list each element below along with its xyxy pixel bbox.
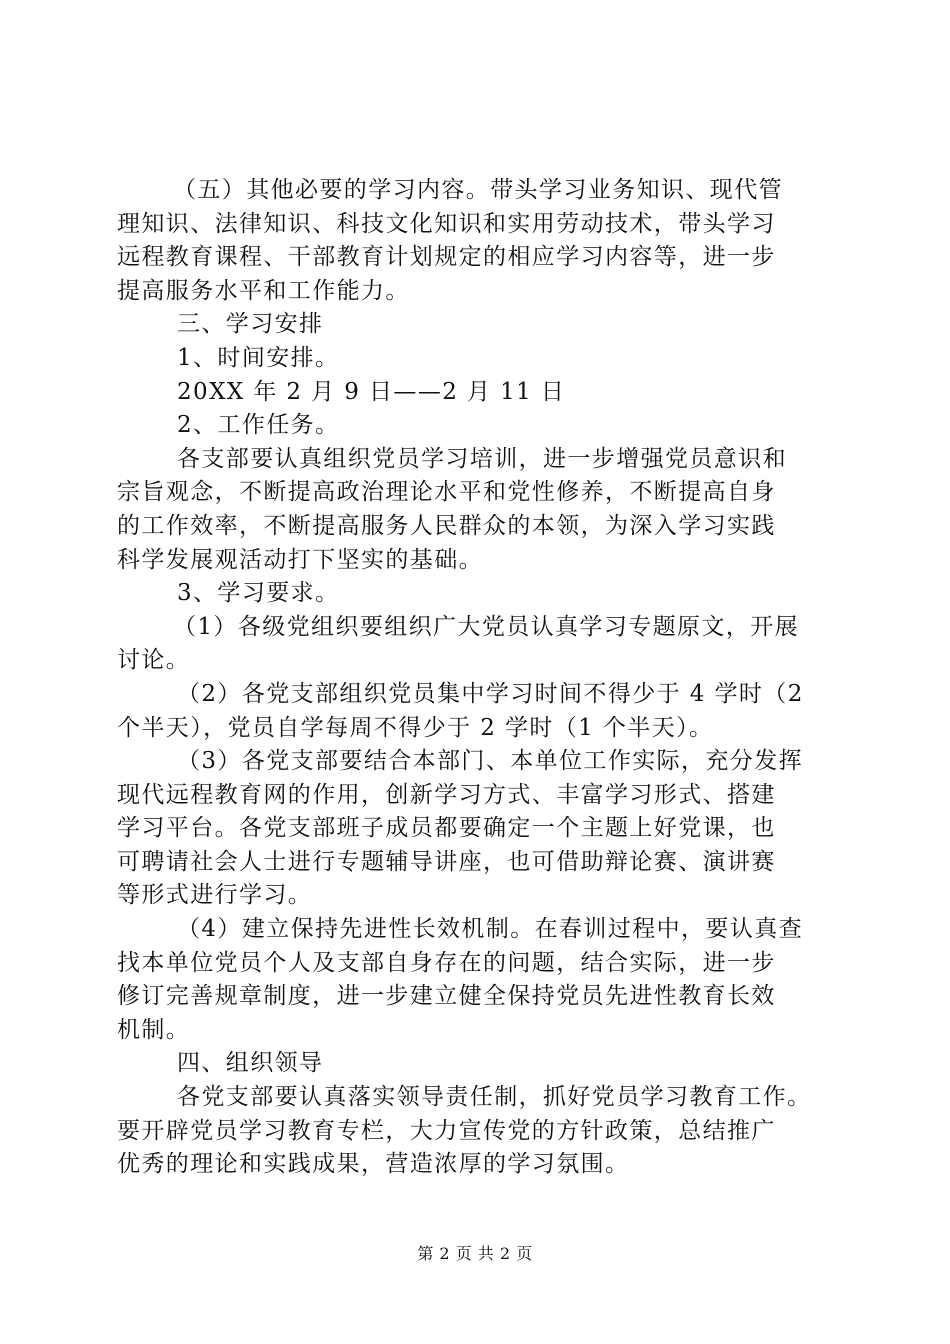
paragraph-line: 各支部要认真组织党员学习培训，进一步增强党员意识和 [177, 445, 787, 472]
paragraph-line: 讨论。 [117, 647, 191, 674]
page-footer: 第 2 页 共 2 页 [417, 1244, 533, 1263]
paragraph-line: 找本单位党员个人及支部自身存在的问题，结合实际，进一步 [117, 949, 776, 976]
paragraph-line: （4）建立保持先进性长效机制。在春训过程中，要认真查 [177, 916, 804, 943]
paragraph-line: 要开辟党员学习教育专栏，大力宣传党的方针政策，总结推广 [117, 1117, 776, 1144]
paragraph-line: 远程教育课程、干部教育计划规定的相应学习内容等，进一步 [117, 244, 776, 271]
paragraph-line: 个半天），党员自学每周不得少于 2 学时（1 个半天）。 [117, 714, 714, 741]
section-heading: 三、学习安排 [177, 311, 324, 338]
paragraph-line: （2）各党支部组织党员集中学习时间不得少于 4 学时（2 [177, 680, 804, 707]
paragraph-line: 可聘请社会人士进行专题辅导讲座，也可借助辩论赛、演讲赛 [117, 848, 776, 875]
paragraph-line: （五）其他必要的学习内容。带头学习业务知识、现代管 [173, 177, 783, 203]
paragraph-line: 各党支部要认真落实领导责任制，抓好党员学习教育工作。 [177, 1084, 812, 1111]
date-range: 20XX 年 2 月 9 日——2 月 11 日 [177, 378, 566, 405]
paragraph-line: 科学发展观活动打下坚实的基础。 [117, 546, 483, 573]
paragraph-line: 学习平台。各党支部班子成员都要确定一个主题上好党课，也 [117, 815, 776, 842]
paragraph-line: 等形式进行学习。 [117, 882, 313, 909]
paragraph-line: （3）各党支部要结合本部门、本单位工作实际，充分发挥 [177, 748, 804, 775]
paragraph-line: 宗旨观念，不断提高政治理论水平和党性修养，不断提高自身 [117, 479, 776, 506]
paragraph-line: 现代远程教育网的作用，创新学习方式、丰富学习形式、搭建 [117, 781, 776, 808]
paragraph-line: 的工作效率，不断提高服务人民群众的本领，为深入学习实践 [117, 512, 776, 539]
document-body [117, 174, 837, 1182]
paragraph-line: 优秀的理论和实践成果，营造浓厚的学习氛围。 [117, 1151, 630, 1178]
subsection-heading: 1、时间安排。 [177, 344, 340, 371]
paragraph-line: 修订完善规章制度，进一步建立健全保持党员先进性教育长效 [117, 983, 776, 1010]
paragraph-line: 理知识、法律知识、科技文化知识和实用劳动技术，带头学习 [117, 210, 776, 237]
subsection-heading: 3、学习要求。 [177, 580, 340, 607]
paragraph-line: （1）各级党组织要组织广大党员认真学习专题原文，开展 [173, 613, 800, 640]
paragraph-line: 提高服务水平和工作能力。 [117, 277, 410, 304]
section-heading: 四、组织领导 [177, 1050, 324, 1077]
paragraph-line: 机制。 [117, 1016, 191, 1043]
subsection-heading: 2、工作任务。 [177, 412, 340, 439]
